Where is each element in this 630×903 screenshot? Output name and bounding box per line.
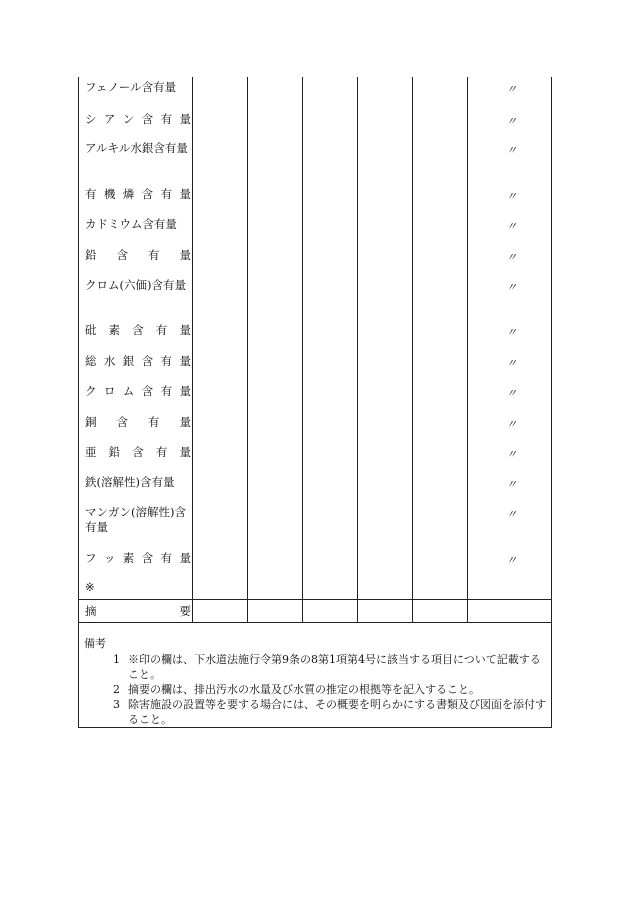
- remark-number: 1: [113, 653, 120, 666]
- remark-item: [84, 682, 546, 697]
- row-label: [85, 384, 191, 399]
- row-label-char: 水: [103, 354, 116, 368]
- row-label-char: 鉛: [85, 248, 97, 262]
- row-label-char: 量: [179, 112, 191, 126]
- row-label: [85, 187, 191, 202]
- table-bottom-border: [78, 727, 552, 728]
- table-border-right: [551, 77, 552, 728]
- table-column-divider: [357, 77, 358, 622]
- row-label: [85, 415, 191, 430]
- row-label-char: 亜: [85, 445, 97, 459]
- row-label-char: ク: [85, 384, 97, 398]
- row-label-char: 量: [179, 248, 191, 262]
- row-label-char: 銀: [122, 354, 135, 368]
- ditto-mark: 〃: [506, 554, 517, 567]
- table-column-divider: [467, 77, 468, 622]
- row-label-char: 銅: [85, 415, 97, 429]
- ditto-mark: 〃: [506, 357, 517, 370]
- row-label-char: 素: [108, 323, 121, 337]
- row-label: [85, 551, 191, 566]
- row-label-char: 有: [148, 415, 160, 429]
- row-label: ※: [85, 580, 95, 594]
- row-label-char: 含: [116, 415, 128, 429]
- row-label-char: 有: [160, 551, 173, 565]
- row-label-char: 素: [122, 551, 135, 565]
- row-label: カドミウム含有量: [85, 217, 177, 231]
- row-label-char: 鉛: [108, 445, 121, 459]
- row-label-char: 量: [179, 384, 191, 398]
- row-label: [85, 323, 191, 338]
- row-label: クロム(六価)含有量: [85, 278, 186, 292]
- remark-text: 除害施設の設置等を要する場合には、その概要を明らかにする書類及び図面を添付すること。: [128, 698, 546, 726]
- water-quality-table: [78, 77, 552, 728]
- row-label-char: ム: [122, 384, 135, 398]
- ditto-mark: 〃: [506, 220, 517, 233]
- row-label: アルキル水銀含有量: [85, 141, 188, 155]
- row-label-char: 有: [160, 384, 173, 398]
- remarks-title: 備考: [84, 637, 106, 650]
- table-border-left: [78, 77, 79, 728]
- ditto-mark: 〃: [506, 508, 517, 521]
- row-label: [85, 112, 191, 127]
- remark-number: 3: [113, 698, 120, 711]
- row-label-char: 量: [179, 551, 191, 565]
- table-column-divider: [247, 77, 248, 622]
- remark-item: [84, 652, 546, 682]
- row-label-char: 量: [179, 415, 191, 429]
- row-label-char: 含: [141, 112, 154, 126]
- row-label-char: 含: [141, 354, 154, 368]
- ditto-mark: 〃: [506, 387, 517, 400]
- row-label: 鉄(溶解性)含有量: [85, 475, 175, 489]
- ditto-mark: 〃: [506, 144, 517, 157]
- remark-item: [84, 697, 546, 727]
- ditto-mark: 〃: [506, 281, 517, 294]
- row-label-char: 有: [160, 354, 173, 368]
- remarks: [84, 636, 546, 727]
- ditto-mark: 〃: [506, 115, 517, 128]
- ditto-mark: 〃: [506, 418, 517, 431]
- remark-text: ※印の欄は、下水道法施行令第9条の8第1項第4号に該当する項目について記載すること。: [128, 653, 541, 681]
- row-label: フェノール含有量: [85, 80, 177, 94]
- row-label-char: 含: [141, 551, 154, 565]
- table-column-divider: [412, 77, 413, 622]
- row-label-char: 有: [160, 112, 173, 126]
- remark-text: 摘要の欄は、排出汚水の水量及び水質の推定の根拠等を記入すること。: [128, 683, 480, 696]
- row-label-char: 含: [132, 445, 144, 459]
- row-label-char: 有: [155, 445, 168, 459]
- row-label-char: 有: [155, 323, 168, 337]
- ditto-mark: 〃: [506, 251, 517, 264]
- row-label-char: 有: [148, 248, 160, 262]
- row-label-char: シ: [85, 112, 97, 126]
- table-column-divider: [302, 77, 303, 622]
- row-label-char: 量: [179, 354, 191, 368]
- row-label-char: 含: [132, 323, 144, 337]
- row-label-char: 有: [85, 187, 97, 201]
- row-label-char: 機: [103, 187, 116, 201]
- summary-label: [85, 604, 191, 619]
- summary-label-char: 要: [179, 604, 191, 618]
- ditto-mark: 〃: [506, 478, 517, 491]
- row-label: [85, 445, 191, 460]
- summary-row-bottom-border: [78, 622, 552, 623]
- row-label-char: 砒: [85, 323, 97, 337]
- row-label-char: 含: [141, 384, 154, 398]
- row-label-char: ン: [122, 112, 135, 126]
- row-label: [85, 248, 191, 263]
- row-label-char: 量: [179, 445, 191, 459]
- row-label-char: ロ: [103, 384, 116, 398]
- row-label-char: 量: [179, 323, 191, 337]
- row-label-char: 有: [160, 187, 173, 201]
- ditto-mark: 〃: [506, 448, 517, 461]
- summary-label-char: 摘: [85, 604, 97, 618]
- row-label-char: ア: [103, 112, 116, 126]
- row-label-char: 含: [141, 187, 154, 201]
- row-label-char: ッ: [103, 551, 116, 565]
- ditto-mark: 〃: [506, 326, 517, 339]
- remarks-list: [84, 652, 546, 727]
- row-label-char: フ: [85, 551, 97, 565]
- row-label-char: 量: [179, 187, 191, 201]
- table-column-divider: [192, 77, 193, 622]
- row-label-char: 燐: [122, 187, 135, 201]
- ditto-mark: 〃: [506, 83, 517, 96]
- row-label: [85, 354, 191, 369]
- row-label-char: 総: [85, 354, 97, 368]
- summary-row-top-border: [78, 599, 552, 600]
- ditto-mark: 〃: [506, 190, 517, 203]
- row-label-char: 含: [116, 248, 128, 262]
- remark-number: 2: [113, 683, 120, 696]
- row-label: マンガン(溶解性)含有量: [85, 505, 186, 534]
